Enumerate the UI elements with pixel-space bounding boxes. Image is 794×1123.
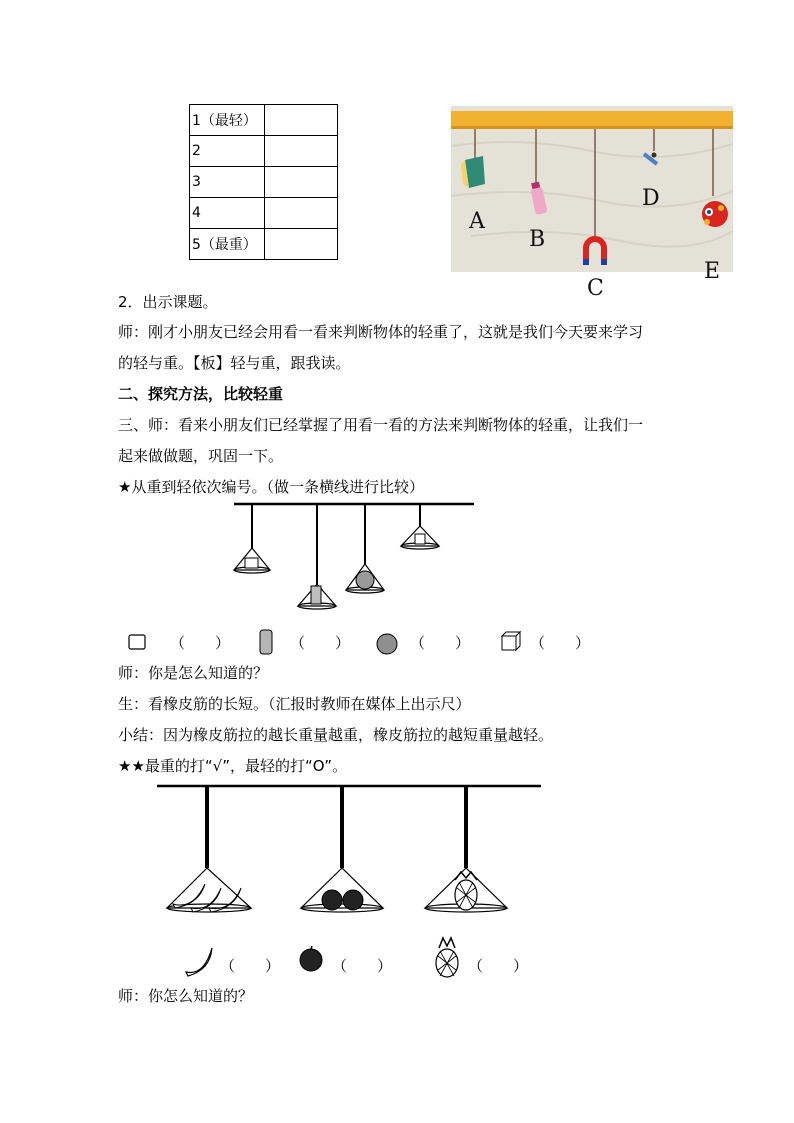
answer-blank[interactable]: （ ） <box>170 634 231 652</box>
text-line: 起来做做题，巩固一下。 <box>118 447 284 465</box>
rank-table <box>189 104 338 260</box>
text-line: 师：刚才小朋友已经会用看一看来判断物体的轻重了，这就是我们今天要来学习 <box>118 323 644 341</box>
apple-icon <box>298 946 324 972</box>
ball-icon <box>375 632 399 656</box>
answer-blank[interactable]: （ ） <box>290 634 351 652</box>
answer-blank[interactable]: （ ） <box>468 957 529 975</box>
table-row <box>190 136 338 167</box>
hanging-weights-figure <box>220 500 480 618</box>
hanging-objects-picture <box>451 106 733 272</box>
cube-icon <box>500 630 522 652</box>
task-heading: ★从重到轻依次编号。（做一条横线进行比较） <box>118 478 424 496</box>
rank-label: 1（最轻） <box>190 105 265 136</box>
label-b: B <box>529 227 546 252</box>
rank-label: 2 <box>190 136 265 167</box>
tall-cylinder-icon <box>257 628 275 656</box>
toy-icon <box>702 201 728 227</box>
table-row <box>190 229 338 260</box>
rank-label: 3 <box>190 167 265 198</box>
summary-line: 小结：因为橡皮筋拉的越长重量越重，橡皮筋拉的越短重量越轻。 <box>118 726 554 744</box>
banana-icon <box>182 944 216 978</box>
pineapple-icon <box>432 936 462 978</box>
rank-answer-cell[interactable] <box>265 136 338 167</box>
table-row <box>190 167 338 198</box>
rank-answer-cell[interactable] <box>265 198 338 229</box>
label-e: E <box>704 259 721 284</box>
answer-blank[interactable]: （ ） <box>410 634 471 652</box>
question-line: 师：你怎么知道的？ <box>118 987 254 1005</box>
table-row <box>190 105 338 136</box>
fruit-scales-figure <box>155 780 545 920</box>
label-d: D <box>642 186 660 211</box>
label-a: A <box>469 209 485 234</box>
rank-label: 5（最重） <box>190 229 265 260</box>
answer-line: 生：看橡皮筋的长短。（汇报时教师在媒体上出示尺） <box>118 695 471 713</box>
rank-answer-cell[interactable] <box>265 229 338 260</box>
answer-blank[interactable]: （ ） <box>530 634 591 652</box>
table-row <box>190 198 338 229</box>
rank-answer-cell[interactable] <box>265 105 338 136</box>
task-heading: ★★最重的打“√”，最轻的打“O”。 <box>118 757 348 775</box>
section-heading: 二、探究方法，比较轻重 <box>118 385 284 403</box>
rank-answer-cell[interactable] <box>265 167 338 198</box>
text-line: 的轻与重。【板】轻与重，跟我读。 <box>118 354 351 372</box>
text-line: 三、师：看来小朋友们已经掌握了用看一看的方法来判断物体的轻重，让我们一 <box>118 416 644 434</box>
label-c: C <box>587 276 604 301</box>
rank-label: 4 <box>190 198 265 229</box>
short-cylinder-icon <box>126 632 148 652</box>
eraser-icon <box>461 156 485 188</box>
answer-blank[interactable]: （ ） <box>332 957 393 975</box>
text-line: 2．出示课题。 <box>118 293 218 311</box>
answer-blank[interactable]: （ ） <box>220 957 281 975</box>
question-line: 师：你是怎么知道的？ <box>118 664 269 682</box>
